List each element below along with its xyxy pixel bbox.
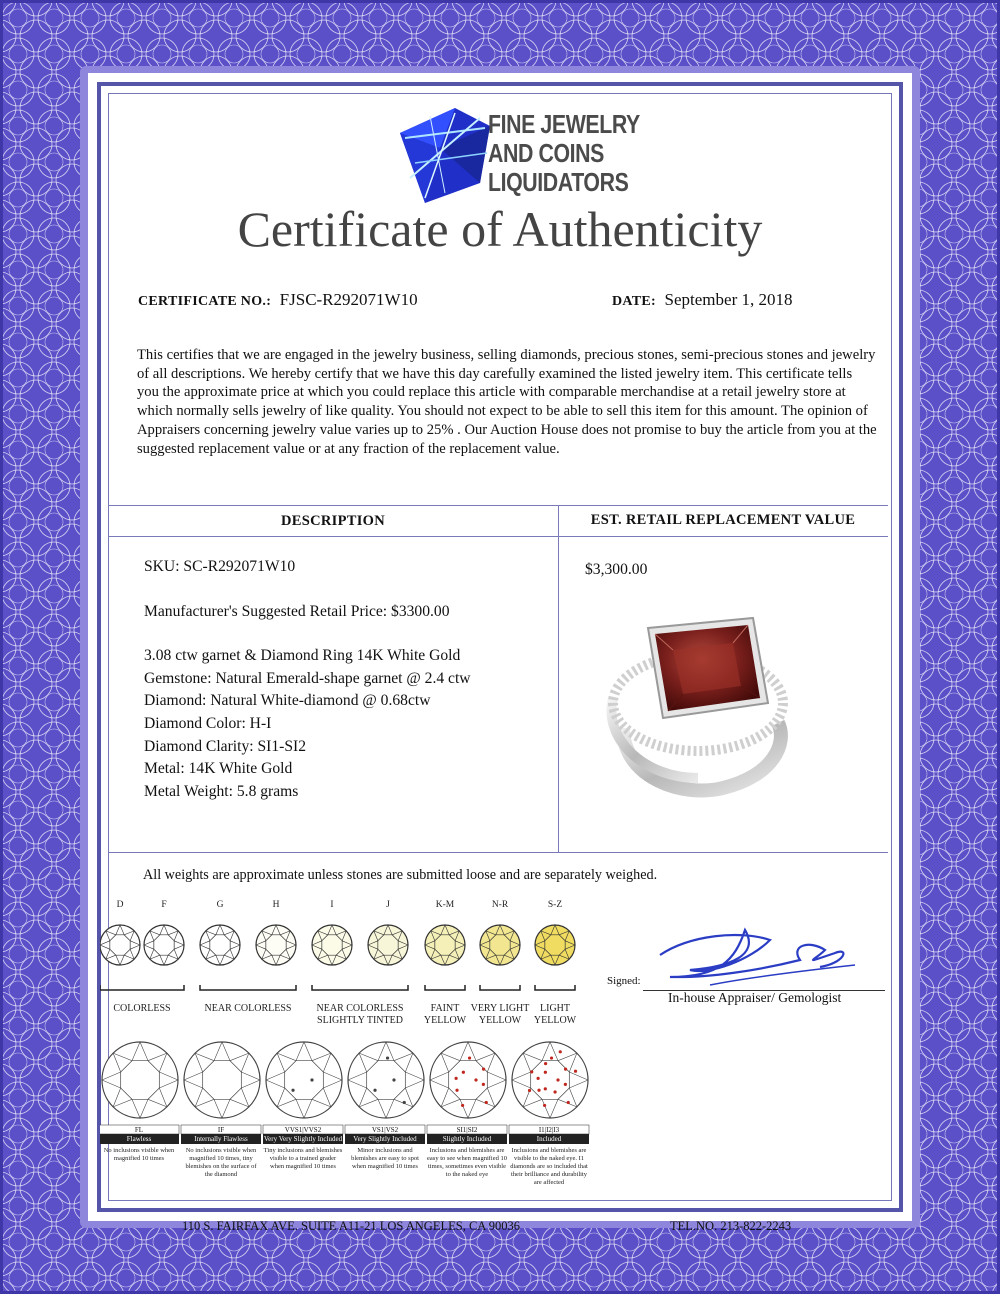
detail-line: Diamond Clarity: SI1-SI2 [144,737,306,755]
clarity-name: Flawless [126,1135,152,1143]
inclusion-dot [543,1104,546,1107]
inclusion-dot [468,1056,471,1059]
inclusion-dot [373,1089,376,1092]
inclusion-dot [462,1071,465,1074]
color-bracket [100,985,184,990]
inclusion-dot [455,1089,458,1092]
color-category-label: VERY LIGHT [470,1003,530,1014]
inclusion-dot [537,1089,540,1092]
clarity-grade: VS1|VS2 [371,1126,399,1134]
inclusion-dot [403,1101,406,1104]
clarity-grade: IF [217,1126,225,1134]
inclusion-dot [482,1068,485,1071]
table-top-rule [108,505,888,506]
inclusion-dot [461,1104,464,1107]
appraiser-title: In-house Appraiser/ Gemologist [668,990,842,1005]
certificate-number [138,290,418,310]
inclusion-dot [567,1101,570,1104]
inclusion-dot [474,1078,477,1081]
detail-line: Diamond: Natural White-diamond @ 0.68ctw [144,692,431,710]
page-title: Certificate of Authenticity [237,201,763,257]
detail-line: Metal Weight: 5.8 grams [144,782,299,800]
certificate-date [612,290,792,310]
clarity-name: Very Very Slightly Included [263,1135,343,1143]
color-category-label: FAINT [430,1003,460,1014]
detail-line: Metal: 14K White Gold [144,760,293,778]
clarity-name: Included [536,1135,562,1143]
color-grade-label: H [272,900,280,910]
logo-line-3: LIQUIDATORS [488,167,629,197]
certification-paragraph: This certifies that we are engaged in the jewelry business, selling diamonds, precious stones, semi-precious stones and jewelry of all descriptions. We hereby certify that we have this day carefully examined the listed jewelry item. This certificate tells you the approximate price at which you could replace this article with comparable merchandise at a retail jewelry store at which normally sells jewelry of like quality. You should not expect to be able to sell this item for this amount. The opinion of Appraisers concerning jewelry value varies up to 25% . Our Auction House does not promise to buy the article from you at the suggested replacement value or at any fraction of the replacement value. [137,347,877,457]
inclusion-dot [564,1068,567,1071]
inclusion-dot [544,1087,547,1090]
clarity-description: Inclusions and blemishes are visible to the naked eye. I1 diamonds are so included that their brilliance and durability are affected [510,1147,588,1186]
footer-phone: TEL.NO. 213-822-2243 [670,1219,792,1233]
footer-address: 110 S. FAIRFAX AVE. SUITE A11-21 LOS ANGELES, CA 90036 [182,1219,520,1233]
color-grade-label: N-R [491,900,509,910]
item-description [144,556,471,803]
clarity-description: No inclusions visible when magnified 10 times [103,1147,175,1162]
inclusion-dot [392,1078,395,1081]
date-value: September 1, 2018 [664,290,793,309]
clarity-description: Tiny inclusions and blemishes visible to a trained grader when magnified 10 times [263,1147,343,1170]
detail-line: Diamond Color: H-I [144,714,272,732]
clarity-name: Internally Flawless [194,1135,248,1143]
clarity-grade: I1|I2|I3 [538,1126,560,1134]
clarity-name: Very Slightly Included [353,1135,417,1143]
inclusion-dot [537,1077,540,1080]
color-category-label: NEAR COLORLESS [204,1003,292,1014]
color-grade-label: F [161,900,167,910]
inclusion-dot [574,1070,577,1073]
retail-value: $3,300.00 [585,561,648,578]
color-bracket [480,985,520,990]
color-category-label: COLORLESS [113,1003,171,1014]
sku: SKU: SC-R292071W10 [144,558,296,575]
color-grade-label: G [216,900,224,910]
color-category-label: YELLOW [478,1015,522,1026]
inclusion-dot [482,1083,485,1086]
inclusion-dot [559,1050,562,1053]
inclusion-dot [485,1101,488,1104]
msrp: Manufacturer's Suggested Retail Price: $3300.00 [144,602,450,620]
detail-line: 3.08 ctw garnet & Diamond Ring 14K White Gold [144,647,461,665]
clarity-description: Inclusions and blemishes are easy to see when magnified 10 times, sometimes even visible to the naked eye [427,1147,507,1178]
logo-text [488,110,640,197]
color-bracket [535,985,575,990]
table-column-divider [558,505,559,852]
clarity-description: Minor inclusions and blemishes are easy to spot when magnified 10 times [351,1147,419,1170]
color-grade-label: K-M [435,900,455,910]
inclusion-dot [553,1090,556,1093]
color-grade-label: D [116,900,124,910]
color-grade-label: S-Z [547,900,563,910]
color-bracket [200,985,296,990]
clarity-grade: VVS1|VVS2 [284,1126,322,1134]
inclusion-dot [291,1089,294,1092]
signed-label: Signed: [607,975,641,987]
ring-image [603,608,803,808]
inclusion-dot [544,1071,547,1074]
clarity-name: Slightly Included [442,1135,492,1143]
clarity-grade: SI1|SI2 [456,1126,478,1134]
weights-note: All weights are approximate unless stones are submitted loose and are separately weighed. [143,867,658,883]
table-bottom-rule [108,852,888,853]
color-grade-label: I [330,900,334,910]
detail-line: Gemstone: Natural Emerald-shape garnet @ 2.4 ctw [144,669,471,687]
description-header: DESCRIPTION [280,513,385,529]
logo-line-1: FINE JEWELRY [488,109,640,139]
color-category-label: SLIGHTLY TINTED [317,1015,403,1026]
color-grade-label: J [386,900,390,910]
logo-line-2: AND COINS [488,138,604,168]
color-category-label: LIGHT [540,1003,570,1014]
color-category-label: YELLOW [423,1015,467,1026]
certificate-number-label: CERTIFICATE NO.: [138,294,272,309]
inclusion-dot [530,1070,533,1073]
table-header-rule [108,536,888,537]
inclusion-dot [310,1078,313,1081]
value-header: EST. RETAIL REPLACEMENT VALUE [590,512,856,528]
color-bracket [425,985,465,990]
date-label: DATE: [612,294,657,309]
handwritten-signature [650,915,860,990]
inclusion-dot [564,1083,567,1086]
inclusion-dot [455,1077,458,1080]
inclusion-dot [544,1062,547,1065]
color-bracket [312,985,408,990]
inclusion-dot [550,1056,553,1059]
inclusion-dot [556,1078,559,1081]
color-category-label: NEAR COLORLESS [316,1003,404,1014]
clarity-description: No inclusions visible when magnified 10 times, tiny blemishes on the surface of the diamond [185,1147,257,1178]
inclusion-dot [386,1056,389,1059]
certificate-number-value: FJSC-R292071W10 [279,290,418,309]
clarity-grade: FL [134,1126,144,1134]
color-category-label: YELLOW [533,1015,577,1026]
inclusion-dot [528,1089,531,1092]
